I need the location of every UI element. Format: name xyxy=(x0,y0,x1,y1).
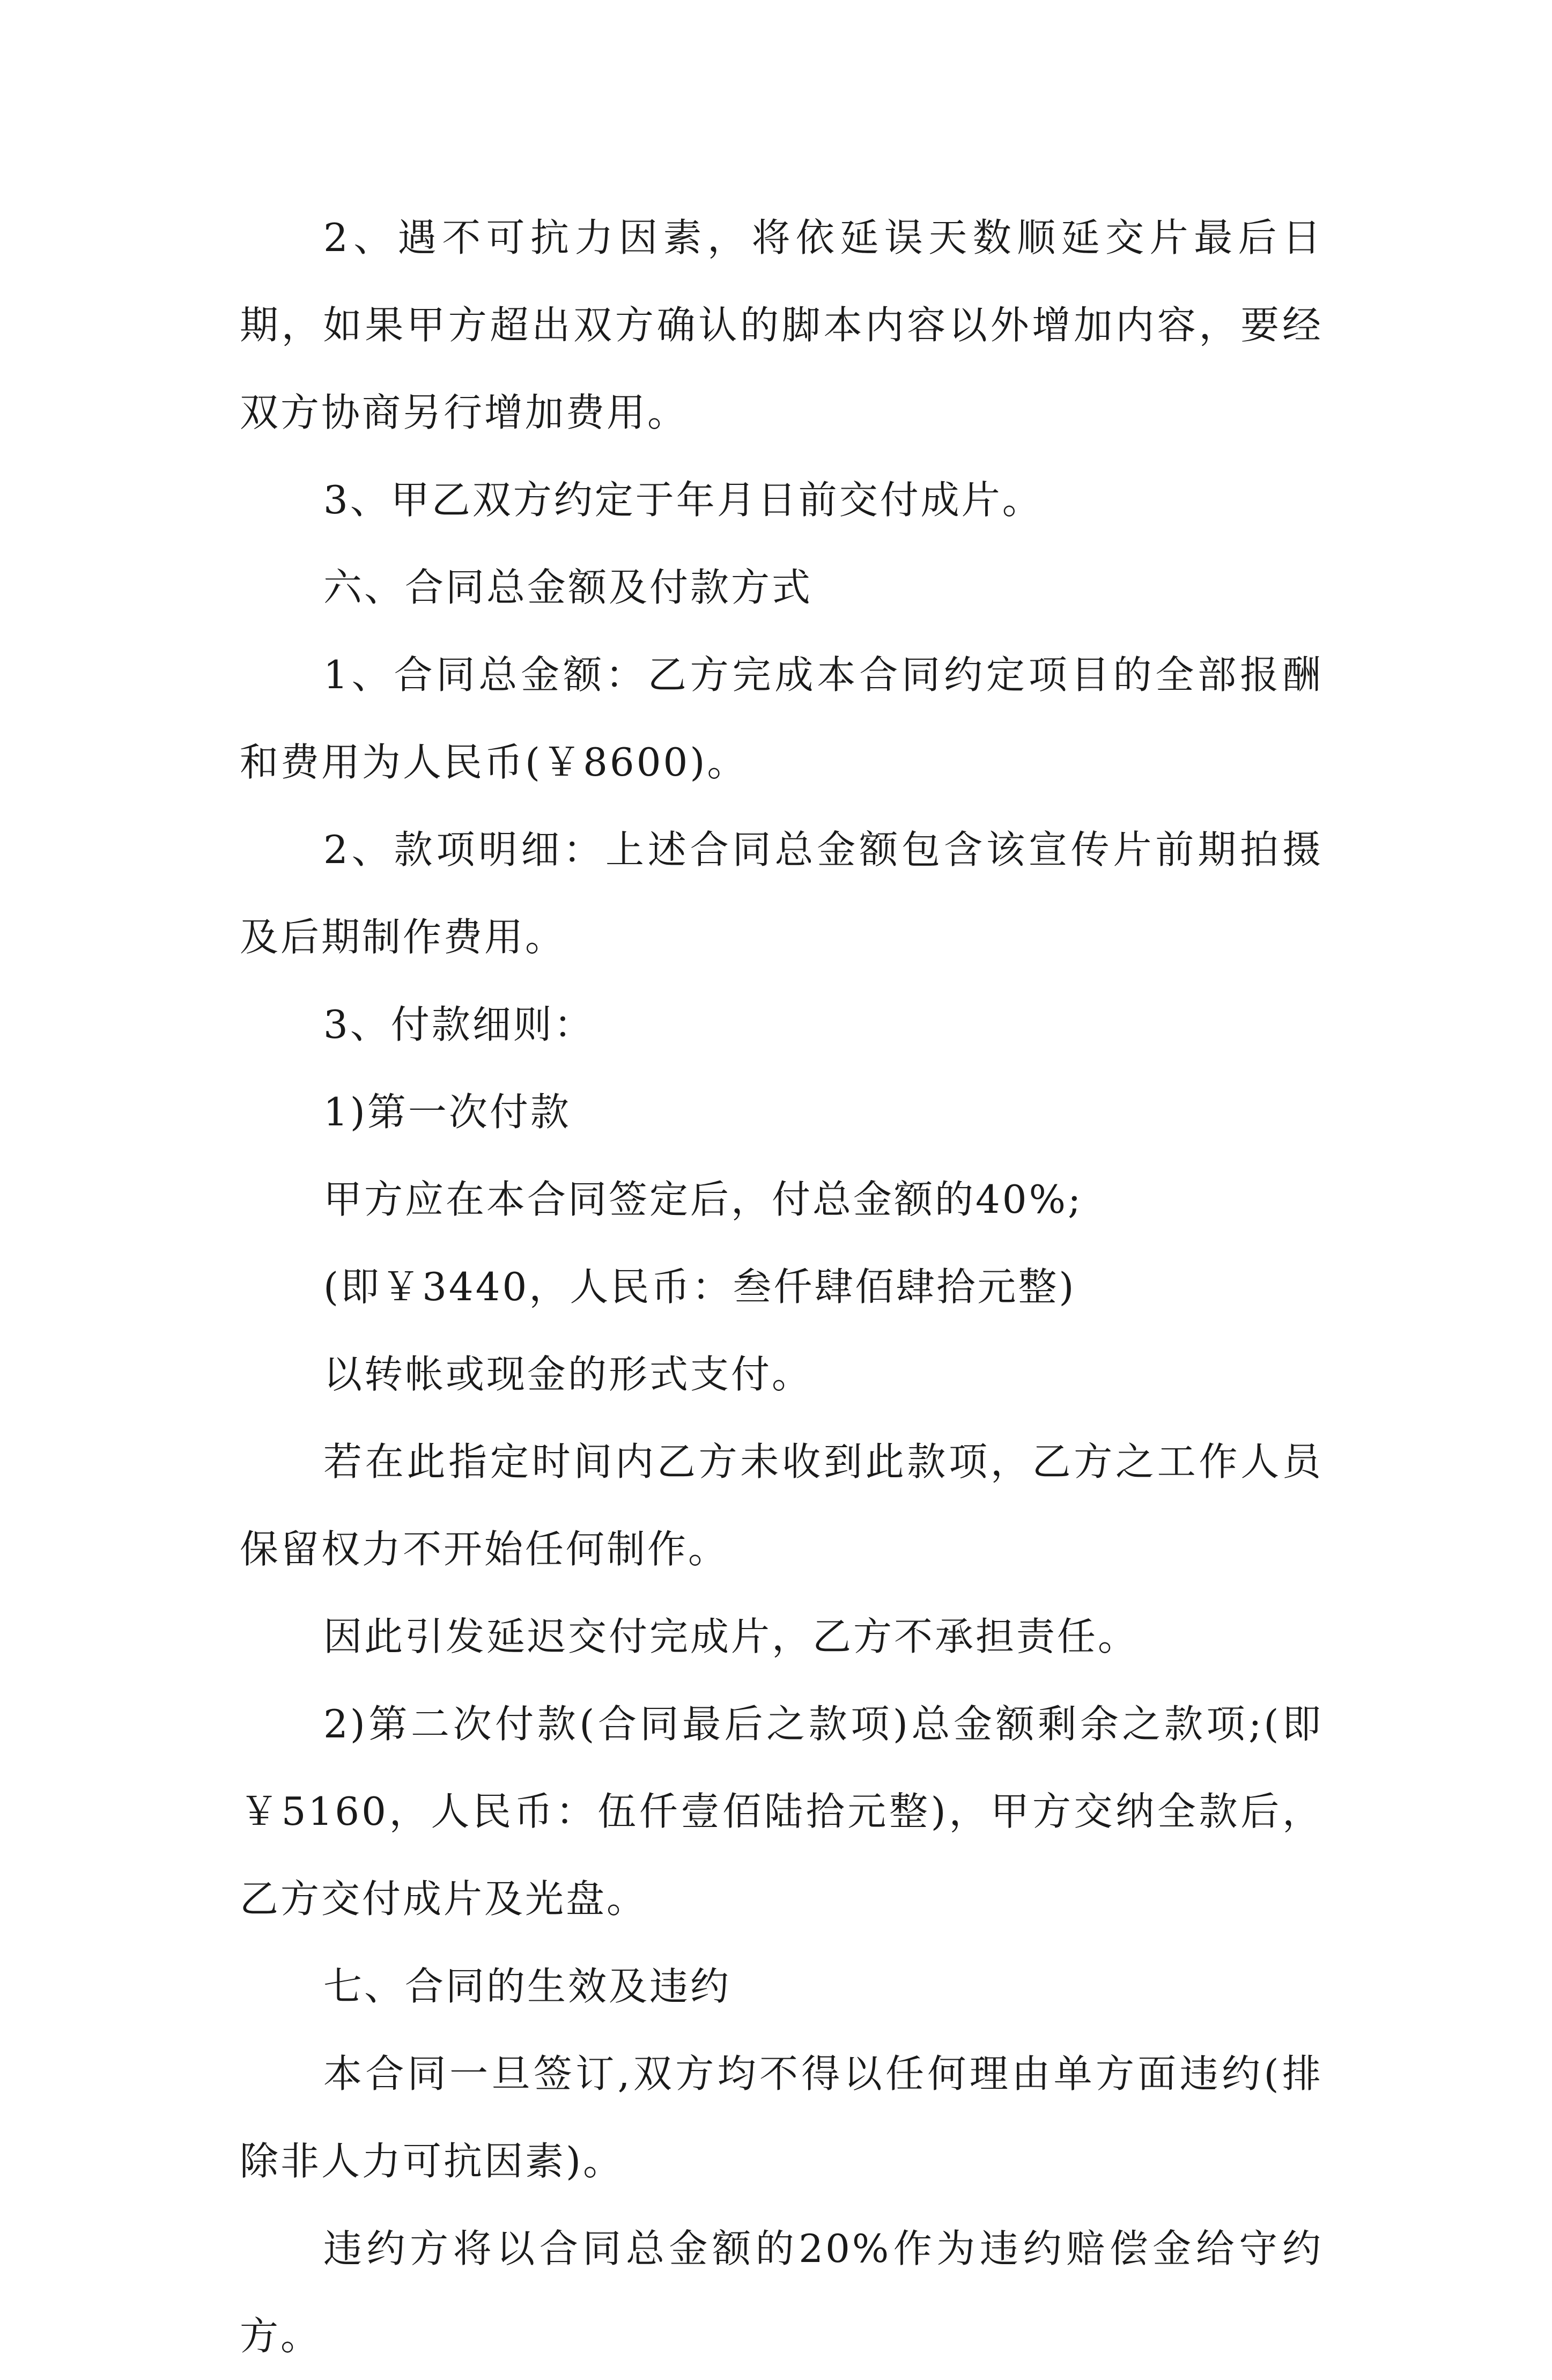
paragraph-first-payment: 1)第一次付款 xyxy=(323,1089,571,1134)
section-heading-payment: 六、合同总金额及付款方式 xyxy=(323,565,813,610)
paragraph-first-payment-amount: (即￥3440，人民币：叁仟肆佰肆拾元整) xyxy=(323,1264,1076,1309)
paragraph-second-payment: 2)第二次付款(合同最后之款项)总金额剩余之款项;(即￥5160，人民币：伍仟壹佰陆拾元整)，甲方交纳全款后，乙方交付成片及光盘。 xyxy=(240,1701,1323,1921)
contract-body xyxy=(240,194,1323,2380)
paragraph-payment-method: 以转帐或现金的形式支付。 xyxy=(323,1352,813,1397)
paragraph-first-payment-percent: 甲方应在本合同签定后，付总金额的40%; xyxy=(323,1177,1083,1222)
section-heading-validity: 七、合同的生效及违约 xyxy=(323,1964,731,2009)
paragraph-force-majeure: 2、遇不可抗力因素，将依延误天数顺延交片最后日期，如果甲方超出双方确认的脚本内容以外增加内容，要经双方协商另行增加费用。 xyxy=(240,215,1323,435)
paragraph-breach-penalty: 违约方将以合同总金额的20%作为违约赔偿金给守约方。 xyxy=(240,2226,1323,2359)
paragraph-payment-details: 2、款项明细：上述合同总金额包含该宣传片前期拍摄及后期制作费用。 xyxy=(240,827,1323,960)
paragraph-delivery-date: 3、甲乙双方约定于年月日前交付成片。 xyxy=(323,477,1043,522)
paragraph-no-breach: 本合同一旦签订,双方均不得以任何理由单方面违约(排除非人力可抗因素)。 xyxy=(240,2051,1323,2184)
paragraph-unpaid-clause: 若在此指定时间内乙方未收到此款项，乙方之工作人员保留权力不开始任何制作。 xyxy=(240,1439,1323,1572)
paragraph-payment-rules: 3、付款细则： xyxy=(323,1002,595,1047)
paragraph-total-amount: 1、合同总金额：乙方完成本合同约定项目的全部报酬和费用为人民币(￥8600)。 xyxy=(240,652,1323,785)
paragraph-liability: 因此引发延迟交付完成片，乙方不承担责任。 xyxy=(323,1614,1139,1659)
